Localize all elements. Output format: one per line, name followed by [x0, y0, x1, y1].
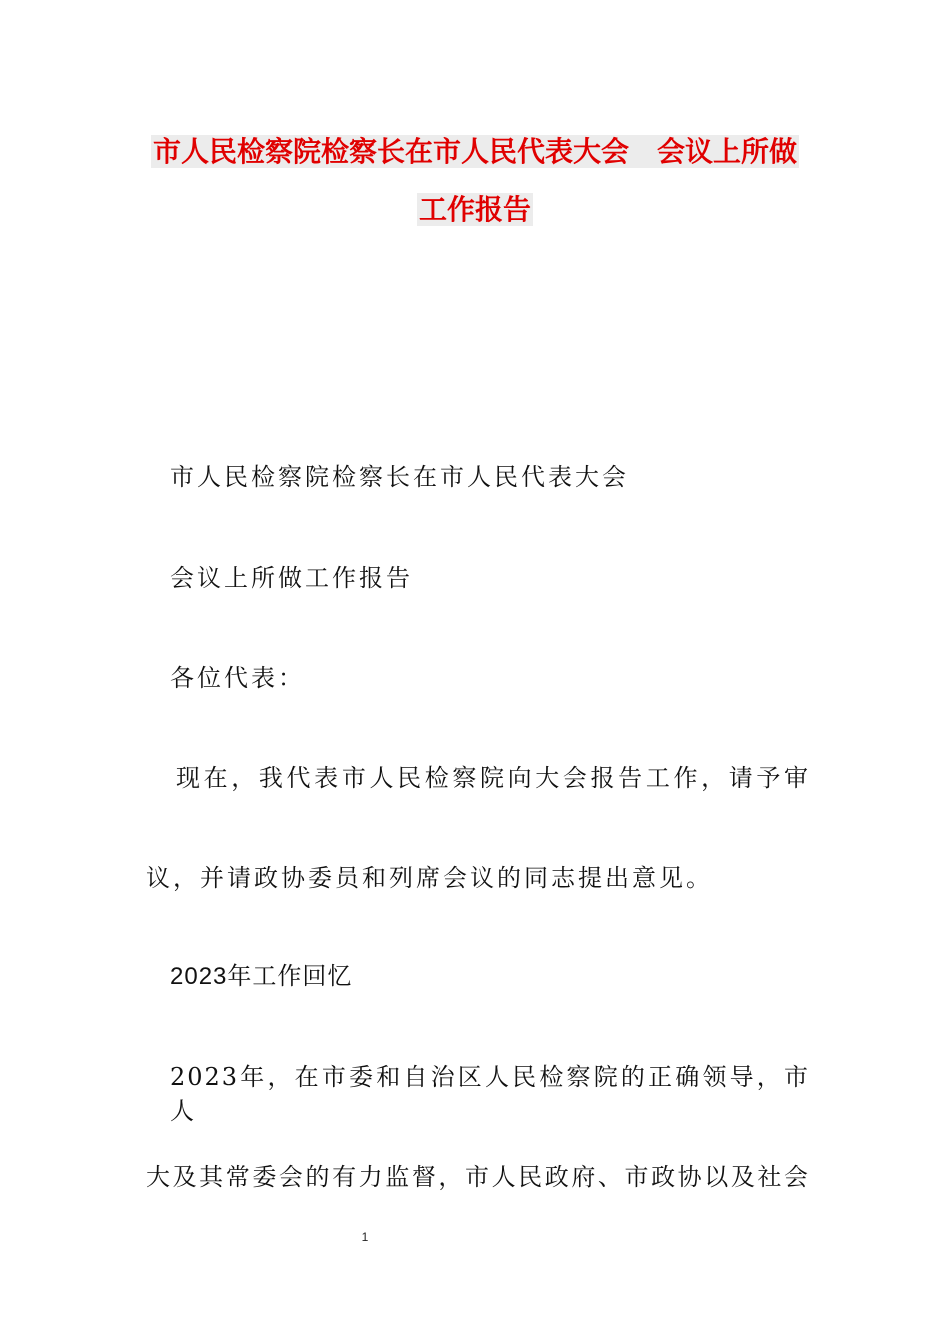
document-title-line-1 [0, 132, 950, 172]
salutation: 各位代表： [170, 664, 305, 692]
body-heading-line-2: 会议上所做工作报告 [170, 564, 413, 592]
paragraph-1-line-1: 现在，我代表市人民检察院向大会报告工作，请予审 [176, 764, 810, 792]
section-title: 2023年工作回忆 [170, 963, 353, 990]
paragraph-1-line-2: 议，并请政协委员和列席会议的同志提出意见。 [146, 864, 713, 892]
document-title-line-2 [0, 190, 950, 230]
paragraph-2-line-1: 2023年，在市委和自治区人民检察院的正确领导，市人 [170, 1063, 810, 1125]
document-title-text-1: 市人民检察院检察长在市人民代表大会 会议上所做 [152, 135, 797, 168]
document-title-text-2: 工作报告 [418, 193, 531, 226]
page-number: 1 [361, 1230, 369, 1244]
paragraph-2-line-2: 大及其常委会的有力监督，市人民政府、市政协以及社会 [146, 1163, 810, 1191]
body-heading-line-1: 市人民检察院检察长在市人民代表大会 [170, 463, 629, 491]
